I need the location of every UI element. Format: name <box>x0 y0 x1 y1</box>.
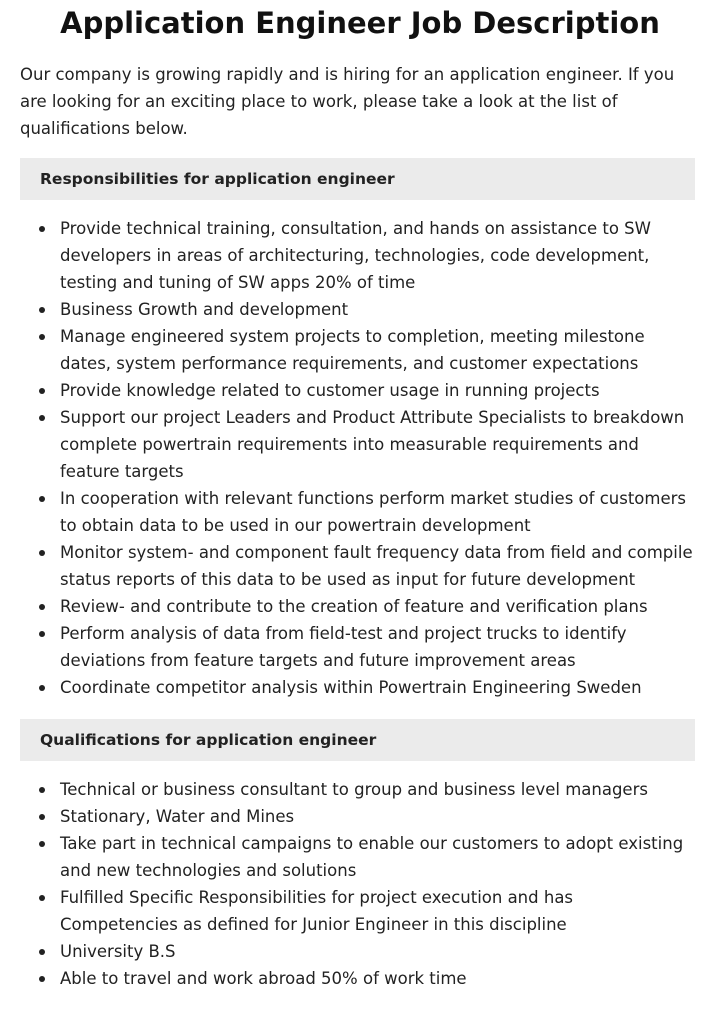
bullet-icon <box>39 787 45 793</box>
list-item <box>20 830 695 884</box>
list-item <box>20 215 695 296</box>
list-item-text: Business Growth and development <box>60 300 349 319</box>
list-item-text: Stationary, Water and Mines <box>60 807 295 826</box>
list-item-text: Able to travel and work abroad 50% of work time <box>60 969 467 988</box>
bullet-icon <box>39 415 45 421</box>
page-title: Application Engineer Job Description <box>60 6 660 40</box>
list-item <box>20 404 695 485</box>
bullet-icon <box>39 496 45 502</box>
bullet-icon <box>39 685 45 691</box>
list-item-text: University B.S <box>60 942 176 961</box>
bullet-icon <box>39 841 45 847</box>
list-item-text: Perform analysis of data from field-test and project trucks to identify deviations from feature targets and future improvement areas <box>60 624 627 670</box>
list-item <box>20 776 695 803</box>
list-item-text: Fulfilled Specific Responsibilities for project execution and has Competencies as defined for Junior Engineer in this discipline <box>60 888 574 934</box>
qualifications-list <box>20 776 695 992</box>
list-item <box>20 965 695 992</box>
bullet-icon <box>39 631 45 637</box>
list-item <box>20 323 695 377</box>
bullet-icon <box>39 604 45 610</box>
list-item-text: Take part in technical campaigns to enable our customers to adopt existing and new technologies and solutions <box>60 834 684 880</box>
list-item-text: Technical or business consultant to group and business level managers <box>60 780 648 799</box>
list-item <box>20 620 695 674</box>
list-item <box>20 485 695 539</box>
list-item-text: Coordinate competitor analysis within Powertrain Engineering Sweden <box>60 678 642 697</box>
responsibilities-list <box>20 215 695 701</box>
list-item <box>20 377 695 404</box>
bullet-icon <box>39 976 45 982</box>
bullet-icon <box>39 307 45 313</box>
list-item-text: Provide knowledge related to customer usage in running projects <box>60 381 600 400</box>
bullet-icon <box>39 949 45 955</box>
list-item-text: Manage engineered system projects to completion, meeting milestone dates, system performance requirements, and customer expectations <box>60 327 645 373</box>
bullet-icon <box>39 334 45 340</box>
bullet-icon <box>39 388 45 394</box>
list-item-text: In cooperation with relevant functions perform market studies of customers to obtain data to be used in our powertrain development <box>60 489 686 535</box>
list-item-text: Support our project Leaders and Product Attribute Specialists to breakdown complete powertrain requirements into measurable requirements and feature targets <box>60 408 685 481</box>
list-item <box>20 674 695 701</box>
list-item-text: Monitor system- and component fault frequency data from field and compile status reports of this data to be used as input for future development <box>60 543 693 589</box>
list-item <box>20 296 695 323</box>
bullet-icon <box>39 895 45 901</box>
list-item-text: Provide technical training, consultation, and hands on assistance to SW developers in areas of architecturing, technologies, code development, testing and tuning of SW apps 20% of time <box>60 219 651 292</box>
bullet-icon <box>39 226 45 232</box>
list-item-text: Review- and contribute to the creation of feature and verification plans <box>60 597 648 616</box>
bullet-icon <box>39 814 45 820</box>
list-item <box>20 593 695 620</box>
list-item <box>20 938 695 965</box>
responsibilities-heading: Responsibilities for application engineer <box>20 158 695 200</box>
list-item <box>20 884 695 938</box>
list-item <box>20 803 695 830</box>
qualifications-heading: Qualifications for application engineer <box>20 719 695 761</box>
bullet-icon <box>39 550 45 556</box>
list-item <box>20 539 695 593</box>
intro-paragraph: Our company is growing rapidly and is hiring for an application engineer. If you are looking for an exciting place to work, please take a look at the list of qualifications below. <box>20 65 675 138</box>
